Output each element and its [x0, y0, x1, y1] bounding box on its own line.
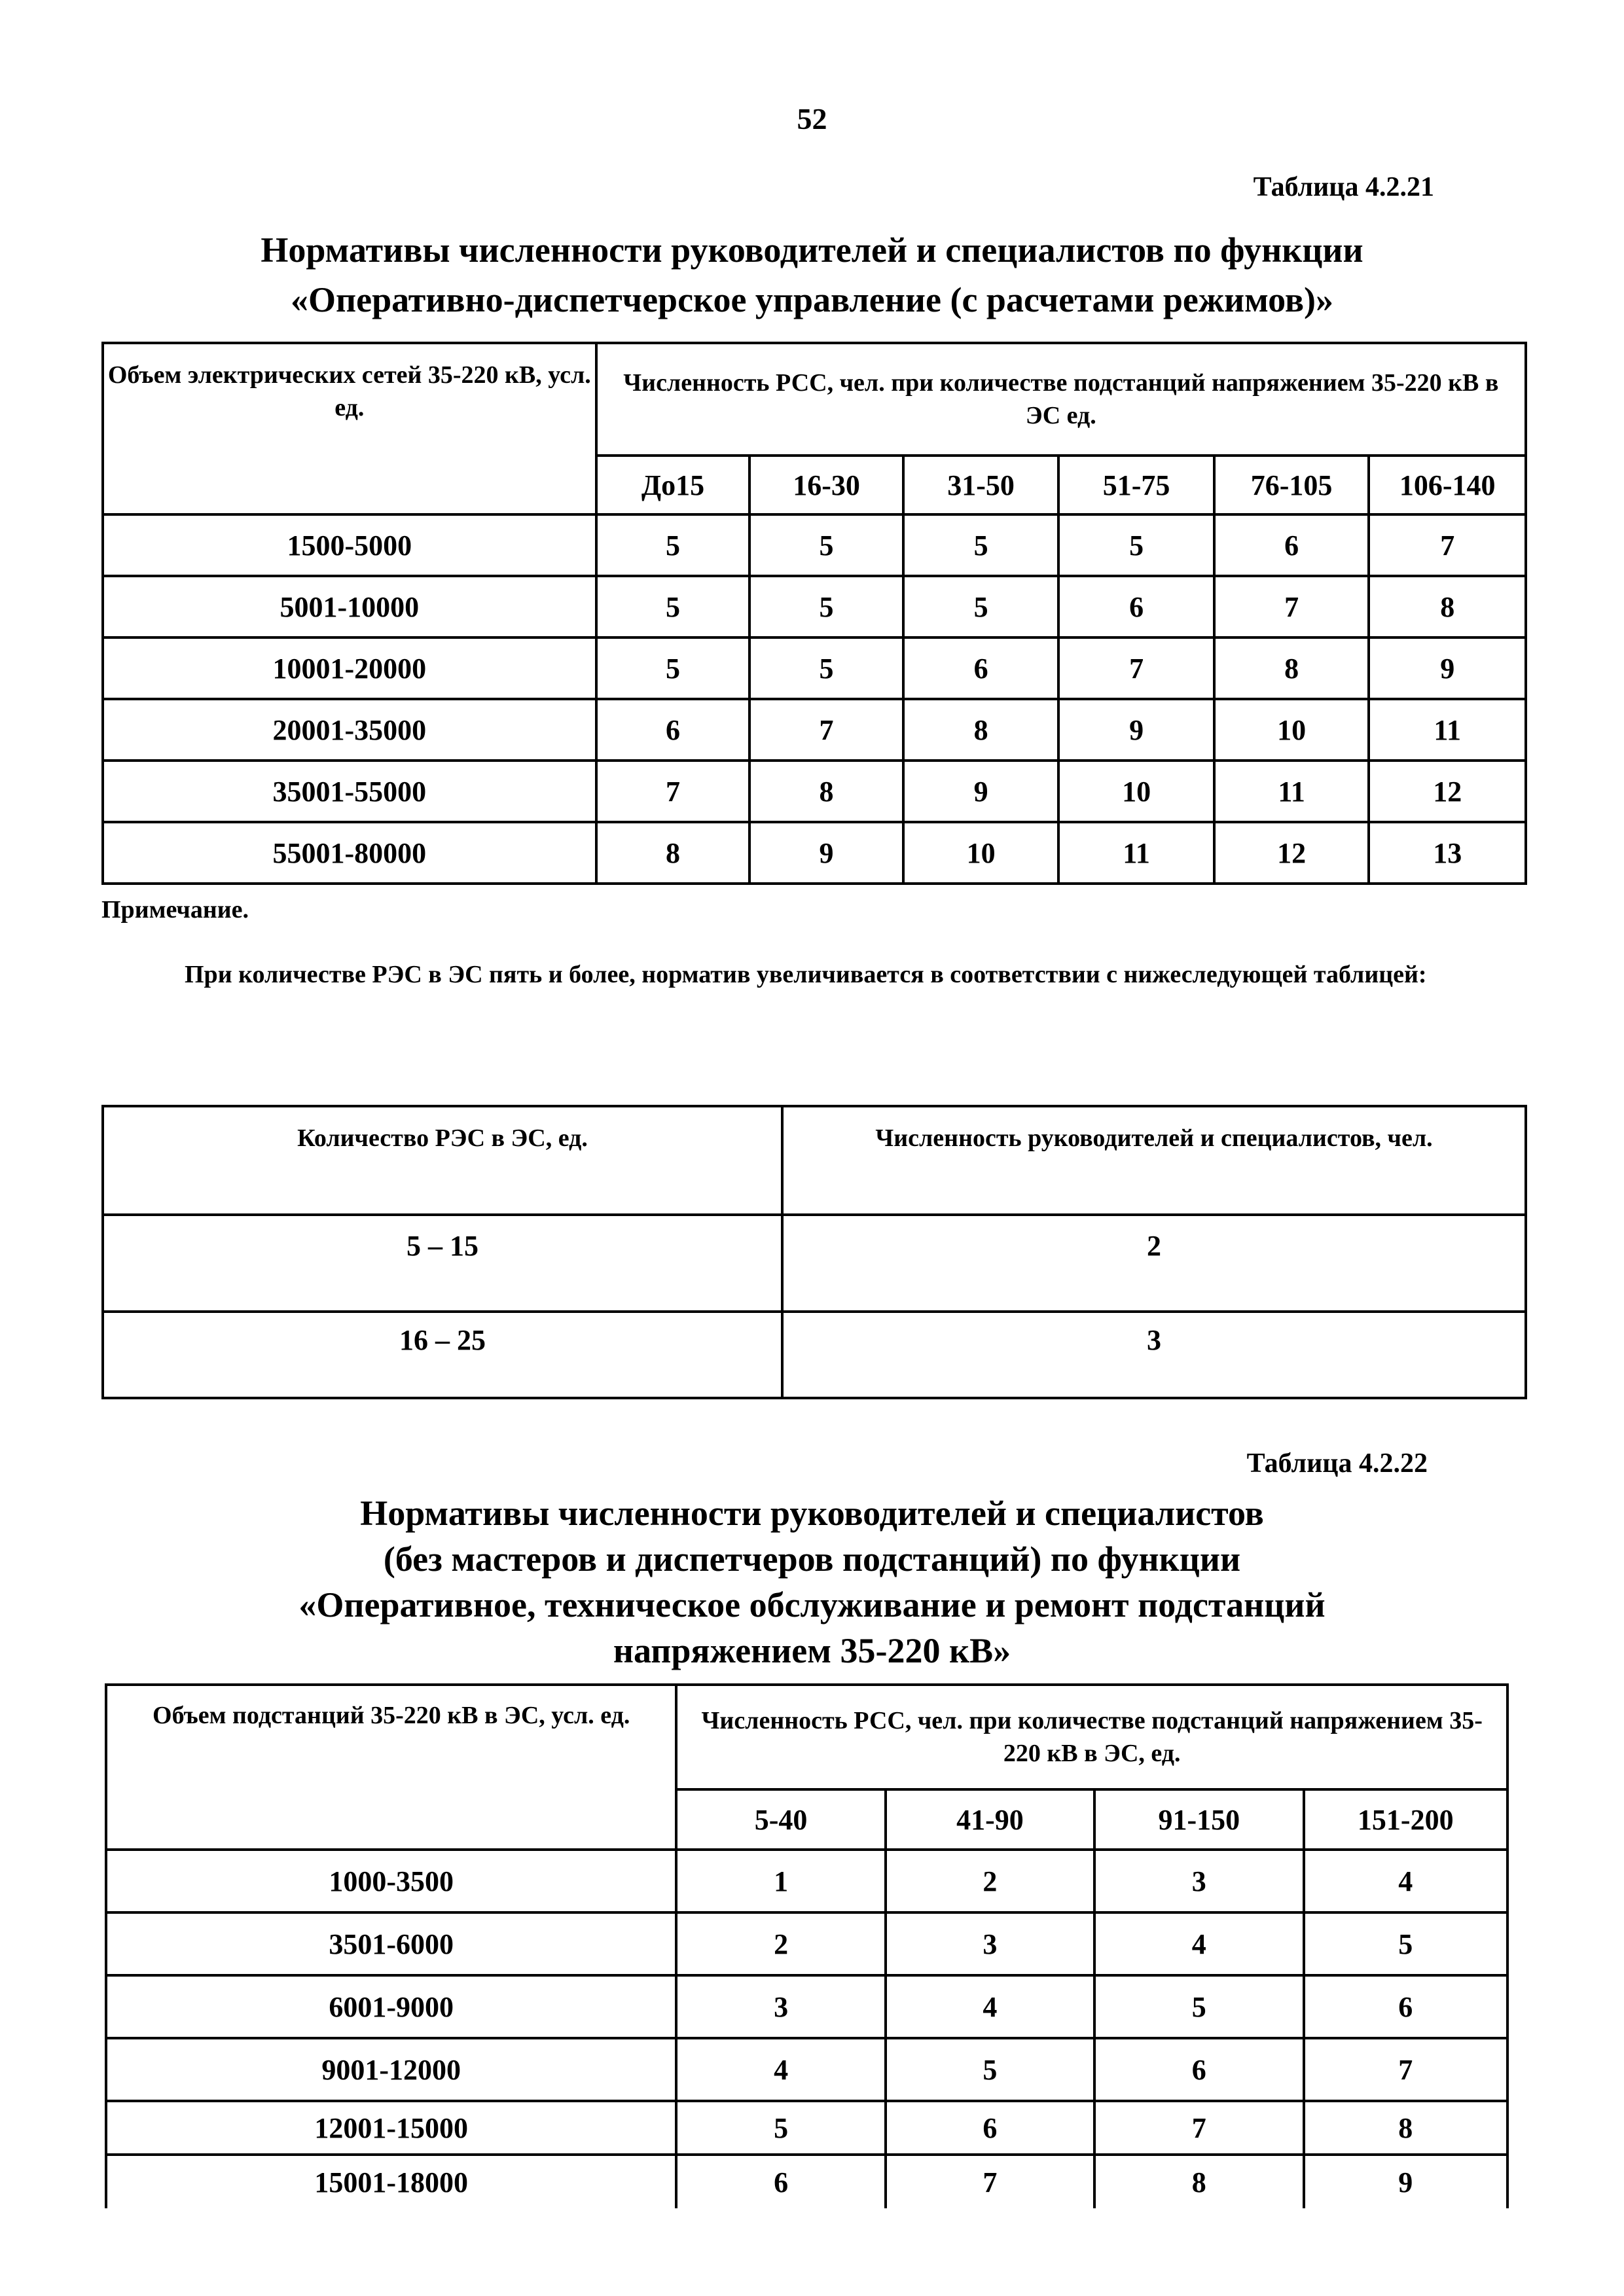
table-2: [105, 1683, 1509, 2208]
table-cell: 3: [1094, 1850, 1303, 1912]
table-row: [106, 1912, 1507, 1975]
table-cell: 8: [1094, 2155, 1303, 2208]
table-cell: 12: [1369, 761, 1526, 822]
table-cell: 8: [1214, 637, 1369, 699]
table-cell: 9: [1369, 637, 1526, 699]
table-cell: 13: [1369, 822, 1526, 884]
table-2-title-line-4: напряжением 35-220 кВ»: [613, 1631, 1011, 1670]
table-row: [103, 822, 1526, 884]
table-cell: 5: [1094, 1975, 1303, 2038]
table-cell: 7: [1058, 637, 1214, 699]
table-2-title-line-3: «Оперативное, техническое обслуживание и ремонт подстанций: [298, 1585, 1326, 1624]
row-label: 35001-55000: [103, 761, 596, 822]
table-cell: 9: [1304, 2155, 1508, 2208]
table-1-title-line-1: Нормативы численности руководителей и специалистов по функции: [261, 230, 1363, 270]
table-2-column-header: 91-150: [1094, 1789, 1303, 1850]
row-label: 6001-9000: [106, 1975, 676, 2038]
table-cell: 1: [676, 1850, 885, 1912]
table-row: [103, 1312, 1526, 1398]
table-cell: 6: [1304, 1975, 1508, 2038]
table-1-column-header: 31-50: [903, 456, 1059, 514]
table-2-title-line-2: (без мастеров и диспетчеров подстанций) по функции: [383, 1539, 1241, 1579]
table-row: [106, 2155, 1507, 2208]
row-label: 1500-5000: [103, 514, 596, 576]
table-1-group-header: Численность РСС, чел. при количестве подстанций напряжением 35-220 кВ в ЭС ед.: [596, 343, 1526, 456]
table-row: [106, 1850, 1507, 1912]
table-cell: 2: [676, 1912, 885, 1975]
table-cell: 7: [749, 699, 903, 761]
table-cell: 5: [596, 514, 750, 576]
res-table: [101, 1105, 1527, 1399]
row-label: 3501-6000: [106, 1912, 676, 1975]
table-2-column-header: 5-40: [676, 1789, 885, 1850]
table-row: [103, 514, 1526, 576]
table-2-title-line-1: Нормативы численности руководителей и специалистов: [360, 1494, 1264, 1533]
table-cell: 5: [749, 576, 903, 637]
row-label: 5001-10000: [103, 576, 596, 637]
table-cell: 8: [596, 822, 750, 884]
row-label: 5 – 15: [103, 1215, 782, 1312]
table-cell: 7: [1304, 2038, 1508, 2101]
table-row: [103, 576, 1526, 637]
table-cell: 8: [749, 761, 903, 822]
table-cell: 5: [1058, 514, 1214, 576]
table-row: [103, 761, 1526, 822]
table-cell: 2: [886, 1850, 1094, 1912]
table-1-column-header: 51-75: [1058, 456, 1214, 514]
row-label: 1000-3500: [106, 1850, 676, 1912]
row-label: 20001-35000: [103, 699, 596, 761]
table-cell: 7: [1369, 514, 1526, 576]
table-1-title-line-2: «Оперативно-диспетчерское управление (с расчетами режимов)»: [291, 280, 1333, 319]
row-label: 12001-15000: [106, 2101, 676, 2155]
table-cell: 7: [1214, 576, 1369, 637]
table-cell: 5: [1304, 1912, 1508, 1975]
table-cell: 5: [903, 514, 1059, 576]
table-cell: 5: [903, 576, 1059, 637]
table-cell: 11: [1214, 761, 1369, 822]
table-cell: 9: [749, 822, 903, 884]
table-row: [106, 2038, 1507, 2101]
table-cell: 3: [782, 1312, 1526, 1398]
table-cell: 6: [1058, 576, 1214, 637]
table-1-column-header: 76-105: [1214, 456, 1369, 514]
table-cell: 5: [749, 514, 903, 576]
row-label: 10001-20000: [103, 637, 596, 699]
table-cell: 3: [676, 1975, 885, 2038]
table-cell: 7: [886, 2155, 1094, 2208]
table-cell: 6: [596, 699, 750, 761]
table-cell: 9: [1058, 699, 1214, 761]
table-1-column-header: До15: [596, 456, 750, 514]
table-cell: 5: [749, 637, 903, 699]
row-label: 16 – 25: [103, 1312, 782, 1398]
table-cell: 6: [886, 2101, 1094, 2155]
table-1-column-header: 106-140: [1369, 456, 1526, 514]
table-row: [103, 637, 1526, 699]
table-cell: 6: [676, 2155, 885, 2208]
table-cell: 8: [1369, 576, 1526, 637]
table-2-column-header: 41-90: [886, 1789, 1094, 1850]
table-cell: 7: [596, 761, 750, 822]
res-table-col1-header: Количество РЭС в ЭС, ед.: [103, 1106, 782, 1215]
row-label: 9001-12000: [106, 2038, 676, 2101]
table-2-label: Таблица 4.2.22: [1246, 1448, 1428, 1479]
table-1: [101, 342, 1527, 885]
table-cell: 8: [1304, 2101, 1508, 2155]
res-table-col2-header: Численность руководителей и специалистов, чел.: [782, 1106, 1526, 1215]
page-number: 52: [797, 102, 827, 135]
table-2-column-header: 151-200: [1304, 1789, 1508, 1850]
table-cell: 7: [1094, 2101, 1303, 2155]
table-cell: 4: [886, 1975, 1094, 2038]
table-1-label: Таблица 4.2.21: [1253, 172, 1434, 202]
table-cell: 5: [886, 2038, 1094, 2101]
table-cell: 10: [1214, 699, 1369, 761]
table-cell: 10: [1058, 761, 1214, 822]
table-cell: 5: [596, 576, 750, 637]
table-1-column-header: 16-30: [749, 456, 903, 514]
note-text: При количестве РЭС в ЭС пять и более, норматив увеличивается в соответствии с нижеследующей таблицей:: [185, 961, 1427, 988]
table-cell: 3: [886, 1912, 1094, 1975]
table-cell: 8: [903, 699, 1059, 761]
table-row: [103, 1215, 1526, 1312]
table-cell: 4: [1094, 1912, 1303, 1975]
note-label: Примечание.: [101, 896, 249, 924]
row-label: 15001-18000: [106, 2155, 676, 2208]
table-cell: 4: [676, 2038, 885, 2101]
table-row: [103, 699, 1526, 761]
row-label: 55001-80000: [103, 822, 596, 884]
table-cell: 6: [903, 637, 1059, 699]
table-cell: 2: [782, 1215, 1526, 1312]
table-row: [106, 2101, 1507, 2155]
table-cell: 5: [596, 637, 750, 699]
table-cell: 11: [1369, 699, 1526, 761]
table-2-group-header: Численность РСС, чел. при количестве подстанций напряжением 35- 220 кВ в ЭС, ед.: [676, 1685, 1507, 1789]
table-cell: 4: [1304, 1850, 1508, 1912]
table-cell: 12: [1214, 822, 1369, 884]
table-cell: 10: [903, 822, 1059, 884]
table-cell: 6: [1094, 2038, 1303, 2101]
table-cell: 9: [903, 761, 1059, 822]
table-row: [106, 1975, 1507, 2038]
table-cell: 6: [1214, 514, 1369, 576]
table-1-col1-header: Объем электрических сетей 35-220 кВ, усл. ед.: [103, 343, 596, 514]
table-2-col1-header: Объем подстанций 35-220 кВ в ЭС, усл. ед.: [106, 1685, 676, 1850]
table-cell: 5: [676, 2101, 885, 2155]
table-cell: 11: [1058, 822, 1214, 884]
